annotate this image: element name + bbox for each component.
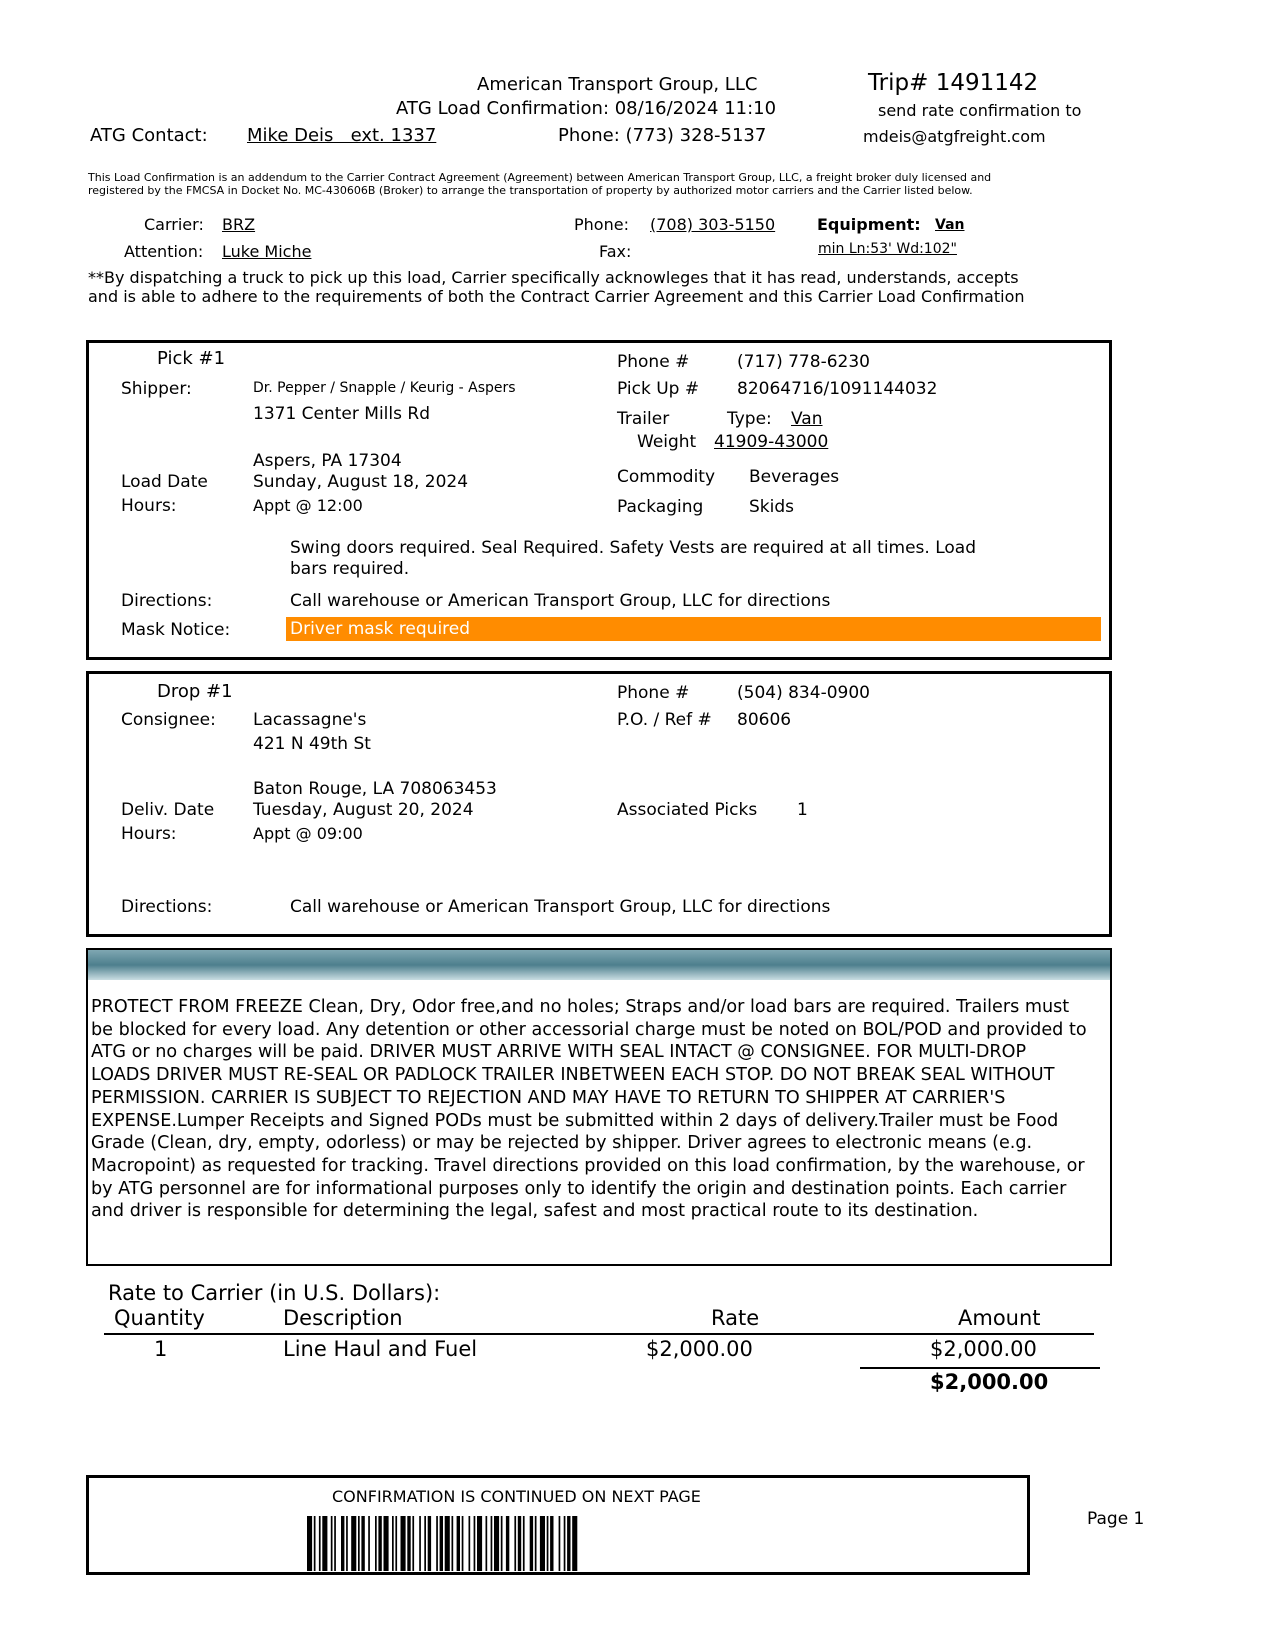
- pick-directions-value: Call warehouse or American Transport Group, LLC for directions: [290, 591, 831, 611]
- pick-directions-label: Directions:: [121, 591, 213, 611]
- pick-section: [86, 340, 1112, 660]
- shipper-address-2: Aspers, PA 17304: [253, 451, 402, 471]
- rate-header-divider: [104, 1333, 1094, 1335]
- weight-label: Weight: [637, 432, 697, 452]
- po-ref-label: P.O. / Ref #: [617, 710, 712, 730]
- drop-hours-value: Appt @ 09:00: [253, 824, 363, 843]
- rate-total-divider: [860, 1367, 1100, 1369]
- equipment-label: Equipment:: [817, 215, 921, 234]
- attention-name: Luke Miche: [222, 242, 312, 261]
- pick-hours-value: Appt @ 12:00: [253, 496, 363, 515]
- consignee-address-1: 421 N 49th St: [253, 734, 371, 754]
- load-notes-section: [86, 948, 1112, 1266]
- drop-title: Drop #1: [157, 681, 233, 702]
- carrier-label: Carrier:: [144, 215, 204, 234]
- shipper-name: Dr. Pepper / Snapple / Keurig - Aspers: [253, 380, 516, 396]
- consignee-name: Lacassagne's: [253, 710, 367, 730]
- po-ref-value: 80606: [737, 710, 792, 730]
- drop-phone-label: Phone #: [617, 683, 690, 703]
- rate-header-description: Description: [283, 1306, 403, 1330]
- trailer-label: Trailer: [617, 409, 670, 429]
- mask-notice-label: Mask Notice:: [121, 620, 231, 640]
- acknowledgement-line-2: and is able to adhere to the requirements of both the Contract Carrier Agreement and this Carrier Load Confirmation: [88, 287, 1025, 306]
- page-number: Page 1: [1087, 1509, 1145, 1529]
- equipment-dimensions: min Ln:53' Wd:102": [818, 241, 957, 257]
- drop-directions-label: Directions:: [121, 897, 213, 917]
- pick-notes-line-1: Swing doors required. Seal Required. Safety Vests are required at all times. Load: [290, 538, 977, 558]
- deliv-date-label: Deliv. Date: [121, 800, 215, 820]
- associated-picks-value: 1: [797, 800, 808, 820]
- pick-phone-value: (717) 778-6230: [737, 352, 870, 372]
- pick-phone-label: Phone #: [617, 352, 690, 372]
- rate-row-quantity: 1: [154, 1337, 168, 1361]
- pickup-number-label: Pick Up #: [617, 379, 700, 399]
- carrier-phone: (708) 303-5150: [650, 215, 776, 234]
- drop-directions-value: Call warehouse or American Transport Group, LLC for directions: [290, 897, 831, 917]
- drop-hours-label: Hours:: [121, 824, 177, 844]
- contact-label: ATG Contact:: [90, 125, 208, 146]
- pick-hours-label: Hours:: [121, 496, 177, 516]
- notes-header-bar: [88, 950, 1110, 980]
- load-date-label: Load Date: [121, 472, 208, 492]
- send-rate-label: send rate confirmation to: [878, 101, 1082, 120]
- rate-row-amount: $2,000.00: [930, 1337, 1037, 1361]
- continued-notice: CONFIRMATION IS CONTINUED ON NEXT PAGE: [332, 1487, 701, 1506]
- consignee-address-2: Baton Rouge, LA 708063453: [253, 779, 497, 799]
- equipment-type: Van: [935, 217, 965, 233]
- carrier-fax-label: Fax:: [599, 242, 632, 261]
- attention-label: Attention:: [124, 242, 204, 261]
- commodity-label: Commodity: [617, 467, 716, 487]
- barcode: [307, 1516, 807, 1571]
- pick-notes-line-2: bars required.: [290, 559, 410, 579]
- packaging-label: Packaging: [617, 497, 704, 517]
- contact-name[interactable]: Mike Deis ext. 1337: [247, 125, 437, 146]
- contact-phone: Phone: (773) 328-5137: [558, 125, 767, 146]
- pickup-number-value: 82064716/1091144032: [737, 379, 938, 399]
- rate-row-rate: $2,000.00: [646, 1337, 753, 1361]
- rate-row-description: Line Haul and Fuel: [283, 1337, 478, 1361]
- disclaimer-line-2: registered by the FMCSA in Docket No. MC-430606B (Broker) to arrange the transportation of property by authorized motor carriers and the Carrier listed below.: [88, 184, 973, 197]
- carrier-name: BRZ: [222, 215, 256, 234]
- trailer-type-label: Type:: [727, 409, 772, 429]
- shipper-label: Shipper:: [121, 379, 192, 399]
- pick-title: Pick #1: [157, 348, 226, 369]
- load-date-value: Sunday, August 18, 2024: [253, 472, 469, 492]
- confirmation-date: ATG Load Confirmation: 08/16/2024 11:10: [396, 98, 777, 119]
- disclaimer-line-1: This Load Confirmation is an addendum to the Carrier Contract Agreement (Agreement) between American Transport Group, LLC, a freight broker duly licensed and: [88, 171, 992, 184]
- load-notes-text: PROTECT FROM FREEZE Clean, Dry, Odor free,and no holes; Straps and/or load bars are required. Trailers must be blocked for every load. Any detention or other accessorial charge must be noted on BOL/POD and provided to ATG or no charges will be paid. DRIVER MUST ARRIVE WITH SEAL INTACT @ CONSIGNEE. FOR MULTI-DROP LOADS DRIVER MUST RE-SEAL OR PADLOCK TRAILER INBETWEEN EACH STOP. DO NOT BREAK SEAL WITHOUT PERMISSION. CARRIER IS SUBJECT TO REJECTION AND MAY HAVE TO RETURN TO SHIPPER AT CARRIER'S EXPENSE.Lumper Receipts and Signed PODs must be submitted within 2 days of delivery.Trailer must be Food Grade (Clean, dry, empty, odorless) or may be rejected by shipper. Driver agrees to electronic means (e.g. Macropoint) as requested for tracking. Travel directions provided on this load confirmation, by the warehouse, or by ATG personnel are for informational purposes only to identify the origin and destination points. Each carrier and driver is responsible for determining the legal, safest and most practical route to its destination.: [91, 997, 1087, 1222]
- trailer-type-value: Van: [791, 409, 823, 429]
- carrier-phone-label: Phone:: [574, 215, 629, 234]
- rate-header-amount: Amount: [958, 1306, 1041, 1330]
- drop-section: [86, 671, 1112, 937]
- weight-value: 41909-43000: [714, 432, 829, 452]
- company-name: American Transport Group, LLC: [477, 74, 758, 95]
- deliv-date-value: Tuesday, August 20, 2024: [253, 800, 474, 820]
- packaging-value: Skids: [749, 497, 795, 517]
- continued-box: [86, 1475, 1030, 1575]
- contact-email[interactable]: mdeis@atgfreight.com: [863, 127, 1046, 146]
- mask-notice-value: Driver mask required: [286, 617, 1101, 641]
- commodity-value: Beverages: [749, 467, 840, 487]
- consignee-label: Consignee:: [121, 710, 216, 730]
- drop-phone-value: (504) 834-0900: [737, 683, 870, 703]
- trip-number: Trip# 1491142: [868, 70, 1039, 96]
- rate-header-rate: Rate: [711, 1306, 760, 1330]
- rate-total: $2,000.00: [930, 1370, 1049, 1394]
- rate-title: Rate to Carrier (in U.S. Dollars):: [108, 1281, 441, 1305]
- rate-header-quantity: Quantity: [114, 1306, 205, 1330]
- shipper-address-1: 1371 Center Mills Rd: [253, 404, 430, 424]
- associated-picks-label: Associated Picks: [617, 800, 758, 820]
- acknowledgement-line-1: **By dispatching a truck to pick up this load, Carrier specifically acknowleges that it has read, understands, accepts: [88, 268, 1019, 287]
